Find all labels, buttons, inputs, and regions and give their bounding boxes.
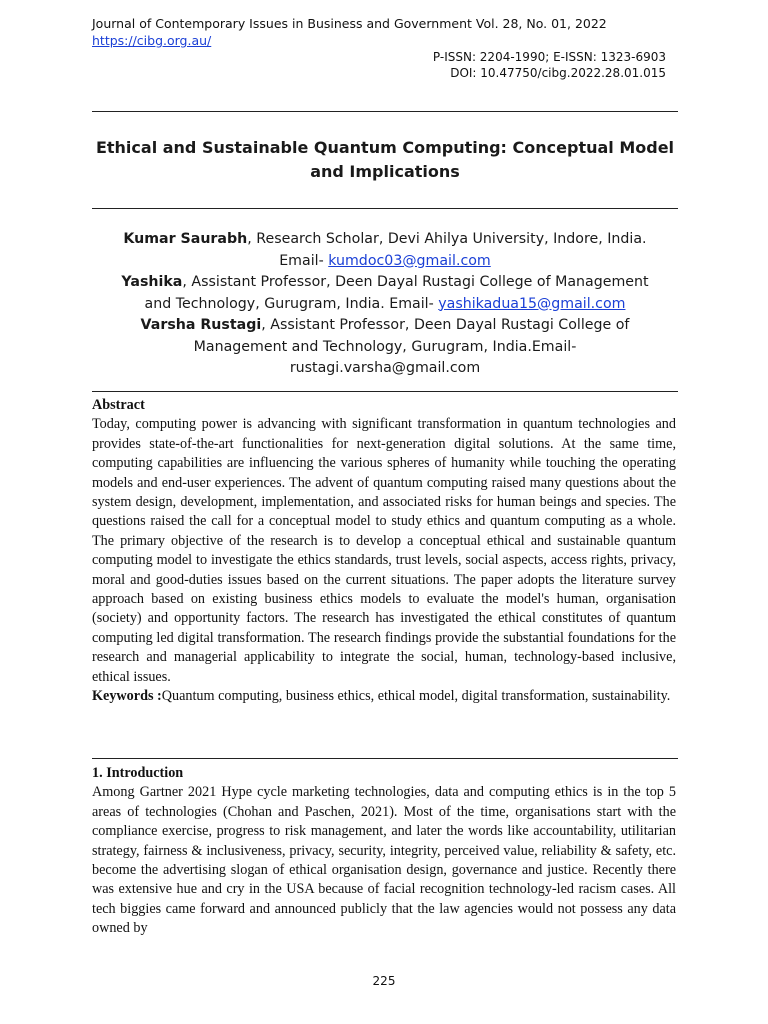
authors-divider (92, 391, 678, 392)
author-2-email-link[interactable]: yashikadua15@gmail.com (438, 295, 626, 312)
author-2-name: Yashika (121, 274, 183, 290)
introduction-text: Among Gartner 2021 Hype cycle marketing technologies, data and computing ethics is in the top 5 areas of technologies (Chohan and Paschen, 2021). Most of the time, organisations start with the compliance exercise, progress to risk management, and later the words like accountability, utilitarian strategy, fairness & inclusiveness, privacy, security, integrity, perceived value, reliability & safety, etc. become the advertising slogan of ethical organisation design, governance and justice. Recently there was extensive hue and cry in the USA because of facial recognition technology-led racism cases. All tech biggies came forward and announced publicly that the law agencies would not possess any data owned by (92, 784, 676, 937)
abstract-heading: Abstract (92, 397, 145, 413)
author-1-name: Kumar Saurabh (123, 231, 248, 247)
author-3-affiliation: , Assistant Professor, Deen Dayal Rustagi College of Management and Technology, Gurugram, India.Email- (193, 317, 630, 355)
keywords-line (92, 687, 676, 706)
journal-name: Journal of Contemporary Issues in Business and Government Vol. 28, No. 01, 2022 (92, 16, 607, 31)
title-divider (92, 208, 678, 209)
author-3-name: Varsha Rustagi (140, 317, 262, 333)
abstract-divider (92, 758, 678, 759)
author-block: Kumar Saurabh, Research Scholar, Devi Ahilya University, Indore, India. Email- kumdoc03@gmail.com Yashika, Assistant Professor, Deen Dayal Rustagi College of Management and Technology, Gurugram, India. Email- yashikadua15@gmail.com Varsha Rustagi, Assistant Professor, Deen Dayal Rustagi College of Management and Technology, Gurugram, India.Email- rustagi.varsha@gmail.com (92, 229, 678, 380)
author-1 (92, 229, 678, 251)
page-number: 225 (372, 974, 396, 988)
issn-line: P-ISSN: 2204-1990; E-ISSN: 1323-6903 (432, 50, 666, 64)
abstract-text: Today, computing power is advancing with significant transformation in quantum technologies and provides state-of-the-art functionalities for next-generation digital solutions. At the same time, computing capabilities are influencing the various spheres of humanity while touching the operating models and end-user experiences. The advent of quantum computing raised many questions about the system design, development, implementation, and associated risks for human beings and species. The questions raised the call for a conceptual model to study ethics and quantum computing as a whole. The primary objective of the research is to develop a conceptual ethical and sustainable quantum computing model to investigate the ethics standards, trust levels, social aspects, access rights, privacy, moral and good-duties issues based on the current situations. The paper adopts the literature survey approach based on existing business ethics models to evaluate the model's human, organisation (society) and opportunity factors. The research has investigated the ethical constitutes of quantum computing led digital transformation. The research findings provide the substantial foundations for the research and managerial applicability to integrate the social, human, technology-based inclusive, ethical issues. (92, 416, 676, 685)
author-3 (92, 315, 678, 380)
introduction-heading: 1. Introduction (92, 765, 184, 781)
author-1-affiliation: , Research Scholar, Devi Ahilya University, Indore, India. (247, 231, 647, 247)
author-2 (92, 272, 678, 315)
abstract-section (92, 396, 676, 707)
journal-url-link[interactable]: https://cibg.org.au/ (92, 33, 212, 48)
author-2-affiliation: , Assistant Professor, Deen Dayal Rustagi College of Management and Technology, Gurugram, India. Email- (144, 274, 649, 312)
author-1-email-link[interactable]: kumdoc03@gmail.com (328, 252, 491, 269)
author-3-email: rustagi.varsha@gmail.com (289, 360, 481, 376)
keywords-text: Quantum computing, business ethics, ethical model, digital transformation, sustainability. (161, 688, 671, 705)
journal-header (92, 15, 674, 81)
keywords-label: Keywords : (92, 688, 162, 705)
paper-title: Ethical and Sustainable Quantum Computing: Conceptual Model and Implications (95, 138, 675, 181)
header-divider (92, 111, 678, 112)
doi-line: DOI: 10.47750/cibg.2022.28.01.015 (450, 66, 666, 80)
introduction-section (92, 764, 676, 939)
